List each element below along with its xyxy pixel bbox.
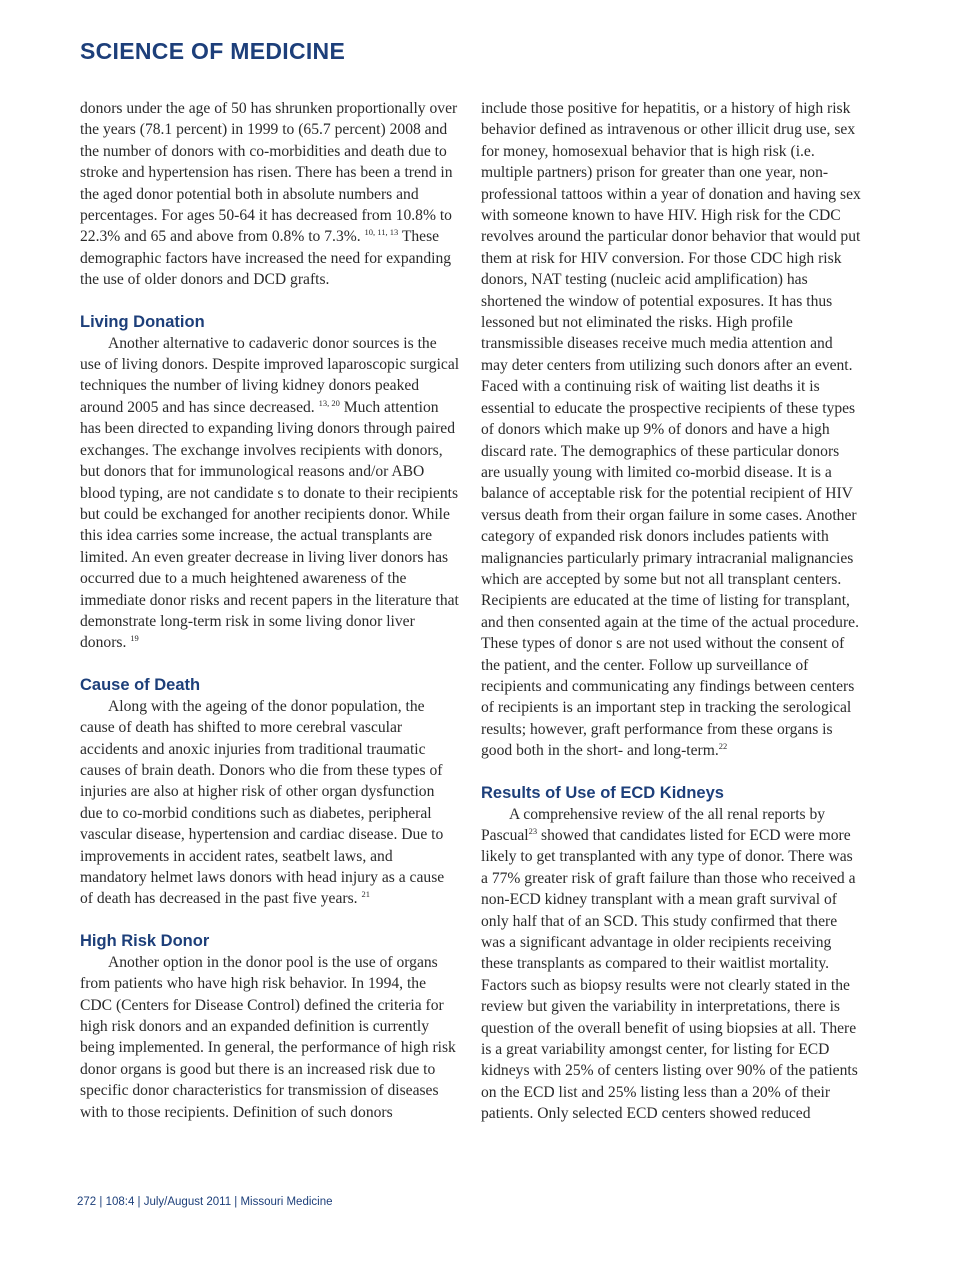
- cause-of-death-text: Along with the ageing of the donor population, the cause of death has shifted to more cerebral vascular accidents and anoxic injuries from traditional traumatic causes of brain death. Donors who die from these types of injuries are also at higher risk of other organ dysfunction due to co-morbid conditions such as diabetes, peripheral vascular disease, hypertension and cardiac disease. Due to improvements in accident rates, seatbelt laws, and mandatory helmet laws donors with head injury as a cause of death has decreased in the past five years.: [80, 697, 445, 908]
- citation-ref: 22: [718, 741, 728, 752]
- left-column: [80, 98, 460, 1123]
- high-risk-donor-paragraph: Another option in the donor pool is the use of organs from patients who have high risk behavior. In 1994, the CDC (Centers for Disease Control) defined the criteria for high risk donors and an expanded definition is currently being implemented. In general, the performance of high risk donor organs is good but there is an increased risk due to specific donor characteristics for transmission of diseases with to those recipients. Definition of such donors: [80, 953, 456, 1121]
- continued-paragraph: [481, 98, 861, 762]
- citation-ref: 10, 11, 13: [364, 227, 399, 238]
- ecd-kidneys-paragraph: [481, 804, 861, 1125]
- citation-ref: 23: [528, 826, 538, 836]
- section-heading-cause-of-death: Cause of Death: [80, 675, 201, 694]
- section-heading-high-risk-donor: High Risk Donor: [80, 931, 210, 950]
- section-heading-ecd-kidneys: Results of Use of ECD Kidneys: [481, 783, 724, 802]
- citation-ref: 19: [130, 633, 139, 644]
- living-donation-text-1: Another alternative to cadaveric donor sources is the use of living donors. Despite improved laparoscopic surgical techniques the number of living kidney donors peaked around 2005 and has since decreased.: [80, 334, 460, 416]
- ecd-text-1: A comprehensive review of the all renal reports by Pascual: [481, 805, 826, 844]
- intro-text: donors under the age of 50 has shrunken proportionally over the years (78.1 percent) in 1999 to (65.7 percent) 2008 and the number of donors with co-morbidities and death due to stroke and hypertension has risen. There has been a trend in the aged donor potential both in absolute numbers and percentages. For ages 50-64 it has decreased from 10.8% to 22.3% and 65 and above from 0.8% to 7.3%.: [80, 100, 458, 246]
- page-header-title: SCIENCE OF MEDICINE: [80, 38, 346, 64]
- living-donation-text-2: Much attention has been directed to expanding living donors through paired exchanges. The exchange involves recipients with donors, but donors that for immunological reasons and/or ABO blood typing, are not candidate s to donate to their recipients but could be exchanged for another recipients donor. While this idea carries some increase, the actual transplants are limited. An even greater decrease in living liver donors has occurred due to a much heightened awareness of the immediate donor risks and recent papers in the literature that demonstrate long-term risk in some living donor liver donors.: [80, 398, 459, 652]
- cause-of-death-paragraph: [80, 696, 460, 910]
- living-donation-paragraph: [80, 333, 460, 654]
- page-footer: 272 | 108:4 | July/August 2011 | Missouri Medicine: [77, 1196, 333, 1208]
- continued-text: include those positive for hepatitis, or a history of high risk behavior defined as intravenous or other illicit drug use, sex for money, homosexual behavior that is high risk (i.e. multiple partners) prison for greater than one year, non-professional tattoos within a year of donation and having sex with someone known to have HIV. High risk for the CDC revolves around the particular donor behavior that would put them at risk for HIV conversion. For those CDC high risk donors, NAT testing (nucleic acid amplification) has shortened the window of potential exposures. It has thus lessoned but not eliminated the risks. High profile transmissible diseases receive much media attention and may deter centers from utilizing such donors after an event. Faced with a continuing risk of waiting list deaths it is essential to educate the prospective recipients of these types of donors which make up 9% of donors and have a high discard rate. The demographics of these particular donors are usually young with limited co-morbid disease. It is a balance of acceptable risk for the potential recipient of HIV versus death from their organ failure in some cases. Another category of expanded risk donors includes patients with malignancies particularly primary intracranial malignancies which are accepted by some but not all transplant centers. Recipients are educated at the time of listing for transplant, and then consented again at the time of the actual procedure. These types of donor s are not used without the consent of the patient, and the center. Follow up surveillance of recipients and communicating any findings between centers of recipients is an important step in tracking the serological results; however, graft performance from these organs is good both in the short- and long-term.: [481, 100, 861, 760]
- section-heading-living-donation: Living Donation: [80, 312, 205, 331]
- right-column: [481, 98, 861, 1125]
- intro-text-2: These demographic factors have increased the need for expanding the use of older donors and DCD grafts.: [80, 228, 452, 289]
- citation-ref: 13, 20: [318, 397, 340, 408]
- intro-paragraph: [80, 98, 460, 291]
- citation-ref: 21: [361, 889, 370, 900]
- ecd-text-2: showed that candidates listed for ECD were more likely to get transplanted with any type of donor. There was a 77% greater risk of graft failure than those who received a non-ECD kidney transplant with a mean graft survival of only half that of an SCD. This study confirmed that there was a significant advantage in older recipients receiving these transplants as compared to their waitlist mortality. Factors such as biopsy results were not clearly stated in the review but given the variability in interpretations, there is question of the overall benefit of using biopsies at all. There is a great variability amongst center, for listing for ECD kidneys with 25% of centers listing over 90% of the patients on the ECD list and 25% listing less than a 20% of their patients. Only selected ECD centers showed reduced: [481, 827, 858, 1123]
